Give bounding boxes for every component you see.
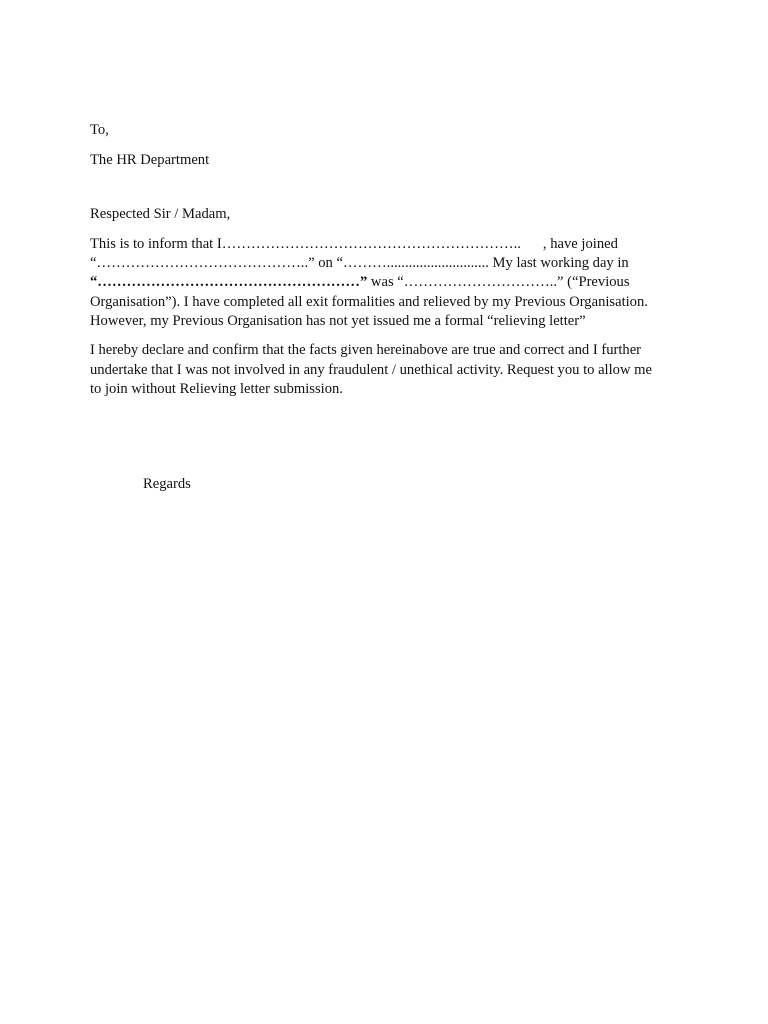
last-working-day-text: was “…………………………..” (“Previous	[367, 274, 630, 291]
paragraph-line: undertake that I was not involved in any fraudulent / unethical activity. Request you to allow me	[90, 361, 652, 378]
paragraph-line	[90, 273, 680, 292]
closing-regards: Regards	[143, 476, 191, 492]
paragraph-line: to join without Relieving letter submission.	[90, 380, 343, 397]
address-to: To,	[90, 122, 109, 138]
name-blank-text: This is to inform that I……………………………………………………..	[90, 235, 521, 252]
paragraph-line: “……………………………………..” on “………............................ My last working day in	[90, 255, 629, 272]
paragraph-declaration-of-joining	[90, 235, 680, 331]
letter-body	[90, 121, 680, 399]
greeting: Respected Sir / Madam,	[90, 205, 231, 222]
paragraph-line: However, my Previous Organisation has not yet issued me a formal “relieving letter”	[90, 313, 586, 330]
paragraph-line	[90, 235, 680, 254]
paragraph-confirmation	[90, 341, 680, 399]
recipient: The HR Department	[90, 152, 210, 169]
previous-org-blank: “………………………………………………”	[90, 274, 368, 291]
paragraph-line: Organisation”). I have completed all exit formalities and relieved by my Previous Organisation.	[90, 293, 648, 310]
paragraph-line: I hereby declare and confirm that the facts given hereinabove are true and correct and I further	[90, 342, 642, 359]
have-joined-text: , have joined	[542, 235, 618, 252]
